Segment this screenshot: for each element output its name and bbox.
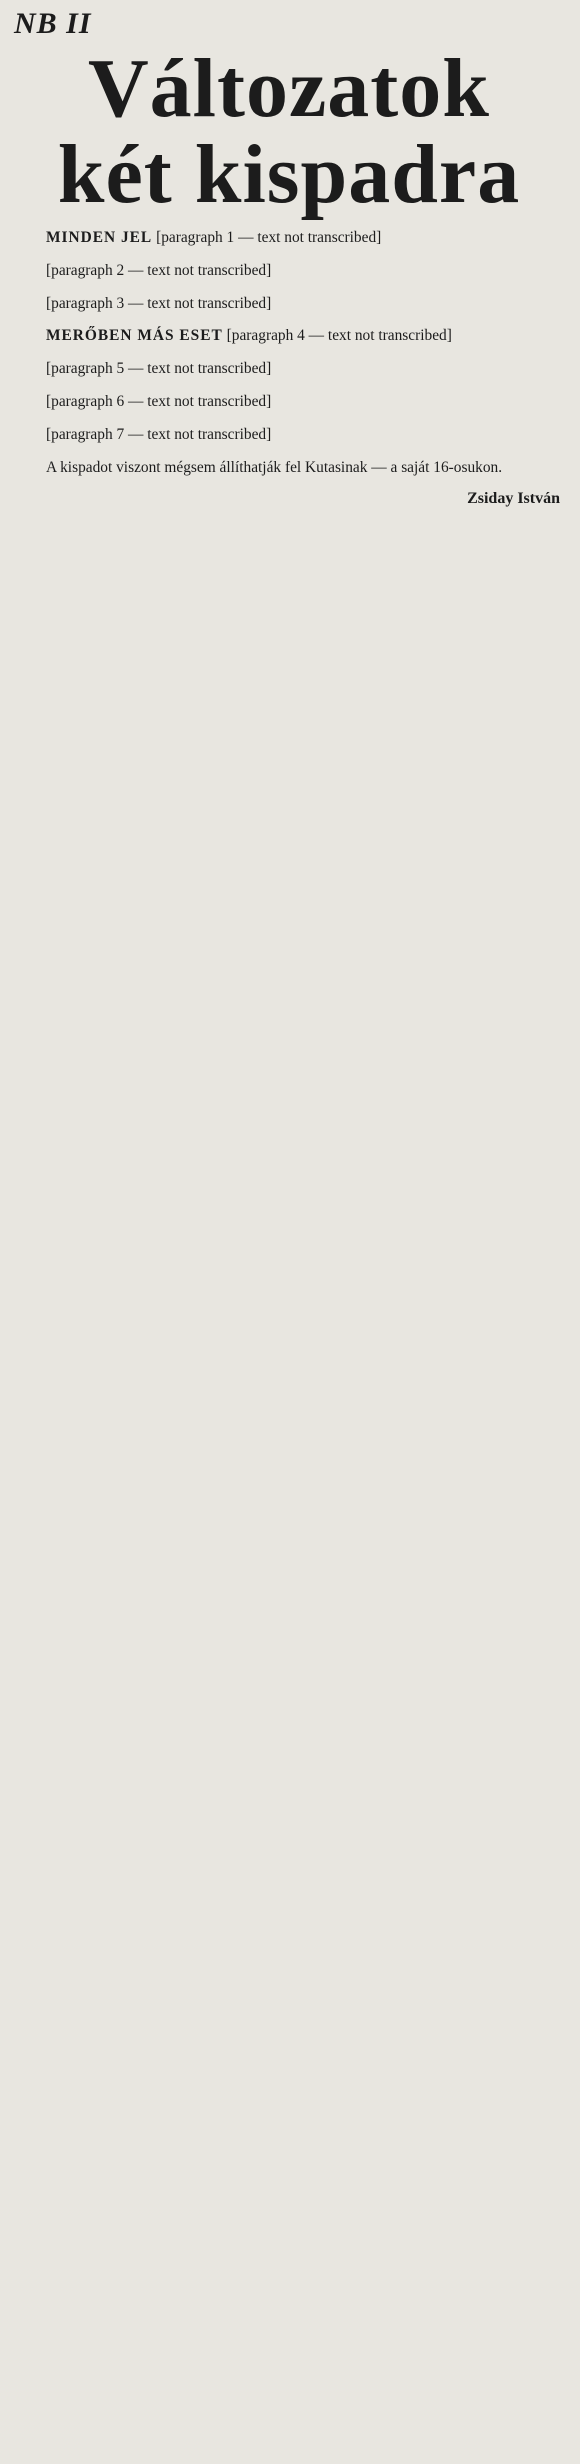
article-paragraph [10,261,568,282]
paragraph-text: [paragraph 1 — text not transcribed] [156,229,382,246]
headline-line-2: két kispadra [57,128,521,221]
lead-in: MINDEN JEL [46,229,153,246]
paragraph-text: [paragraph 5 — text not transcribed] [46,360,272,378]
article-paragraph [10,359,568,380]
headline-line-1: Változatok [88,42,490,135]
byline: Zsiday István [467,490,560,508]
headline [10,42,568,221]
article-paragraph [10,458,568,479]
paragraph-text: [paragraph 3 — text not transcribed] [46,294,272,312]
paragraph-text: A kispadot viszont mégsem állíthatják fel Kutasinak — a saját 16-osukon. [46,458,503,476]
paragraph-text: [paragraph 2 — text not transcribed] [46,261,272,279]
paragraph-text: [paragraph 7 — text not transcribed] [46,425,272,443]
paragraph-text: [paragraph 6 — text not transcribed] [46,392,272,410]
section-kicker: NB II [14,7,92,40]
lead-in: MERŐBEN MÁS ESET [46,327,223,345]
article-paragraph [10,228,568,249]
paragraph-text: [paragraph 4 — text not transcribed] [226,327,452,345]
article-paragraph [10,425,568,446]
article-body [10,228,568,478]
article-paragraph [10,392,568,413]
article-paragraph [10,326,568,347]
article-paragraph [10,294,568,315]
